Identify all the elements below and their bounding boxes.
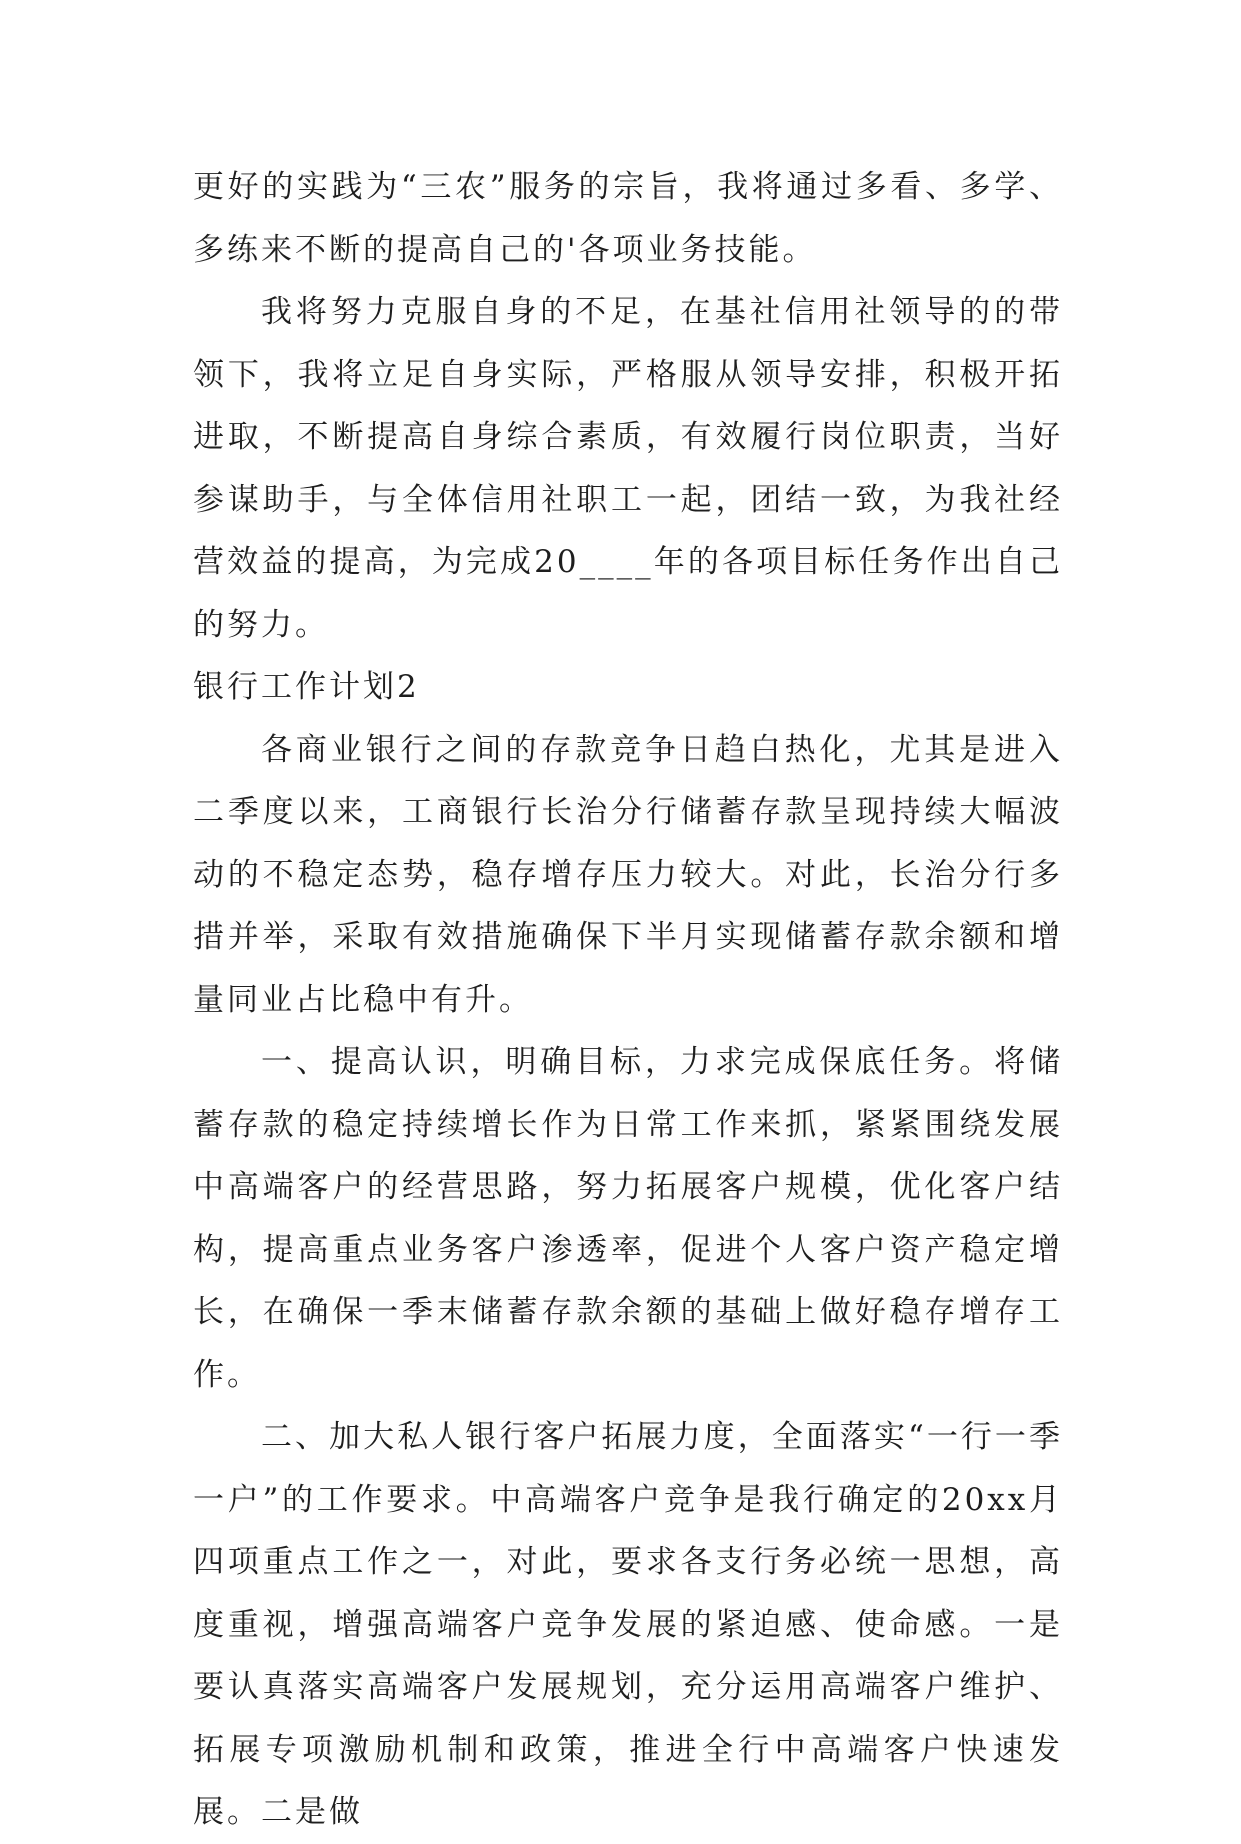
paragraph-point-two: 二、加大私人银行客户拓展力度，全面落实“一行一季一户”的工作要求。中高端客户竞争是我行确定的20xx月四项重点工作之一，对此，要求各支行务必统一思想，高度重视，增强高端客户竞争发展的紧迫感、使命感。一是要认真落实高端客户发展规划，充分运用高端客户维护、拓展专项激励机制和政策，推进全行中高端客户快速发展。二是做	[193, 1419, 1063, 1830]
section-title: 银行工作计划2	[193, 669, 420, 705]
paragraph-intro: 各商业银行之间的存款竞争日趋白热化，尤其是进入二季度以来，工商银行长治分行储蓄存款呈现持续大幅波动的不稳定态势，稳存增存压力较大。对此，长治分行多措并举，采取有效措施确保下半月实现储蓄存款余额和增量同业占比稳中有升。	[193, 731, 1063, 1018]
paragraph-continuation: 更好的实践为“三农”服务的宗旨，我将通过多看、多学、多练来不断的提高自己的'各项业务技能。	[193, 169, 1063, 268]
paragraph-point-one: 一、提高认识，明确目标，力求完成保底任务。将储蓄存款的稳定持续增长作为日常工作来抓，紧紧围绕发展中高端客户的经营思路，努力拓展客户规模，优化客户结构，提高重点业务客户渗透率，促进个人客户资产稳定增长，在确保一季末储蓄存款余额的基础上做好稳存增存工作。	[193, 1044, 1063, 1393]
document-body	[193, 156, 1063, 1844]
paragraph-commitment: 我将努力克服自身的不足，在基社信用社领导的的带领下，我将立足自身实际，严格服从领导安排，积极开拓进取，不断提高自身综合素质，有效履行岗位职责，当好参谋助手，与全体信用社职工一起，团结一致，为我社经营效益的提高，为完成20____年的各项目标任务作出自己的努力。	[193, 294, 1063, 643]
